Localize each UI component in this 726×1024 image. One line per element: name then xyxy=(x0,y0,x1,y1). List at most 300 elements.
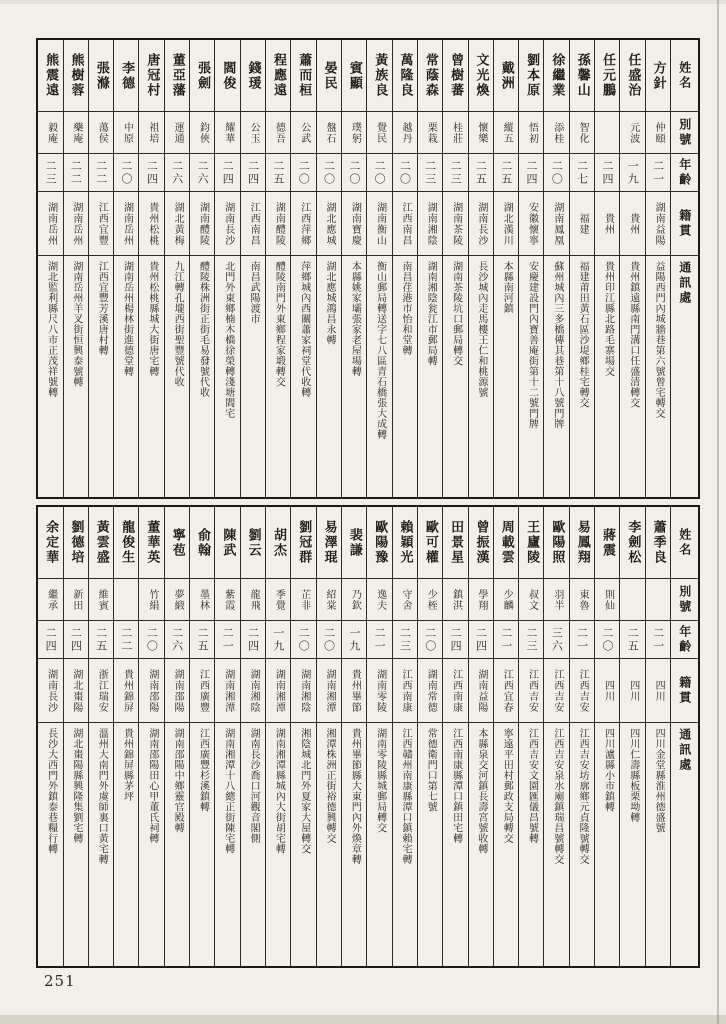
entry-name xyxy=(570,507,594,579)
header-age-label xyxy=(671,621,698,659)
entry-name xyxy=(114,507,138,579)
entry-address-text: 湖北應城鴻昌永轉 xyxy=(324,261,336,345)
entry-alias-text: 夢緞 xyxy=(172,588,184,611)
entry-column xyxy=(189,40,214,497)
entry-alias xyxy=(646,579,670,621)
entry-age xyxy=(241,621,265,659)
entry-column xyxy=(569,507,594,966)
entry-origin xyxy=(64,659,88,723)
entry-name xyxy=(241,507,265,579)
entry-age xyxy=(544,154,568,192)
entry-address xyxy=(646,723,670,966)
entry-name-text: 劉云 xyxy=(245,527,261,558)
entry-age-text: 一九 xyxy=(271,626,285,653)
entry-address xyxy=(494,723,518,966)
entry-age xyxy=(570,154,594,192)
entry-age xyxy=(114,154,138,192)
entry-alias-text: 鎮淇 xyxy=(450,588,462,611)
entry-origin-text: 江西南昌 xyxy=(399,201,411,246)
entry-address xyxy=(190,723,214,966)
header-alias-text: 別號 xyxy=(677,117,692,148)
entry-name-text: 易鳳翔 xyxy=(574,520,590,565)
entry-alias xyxy=(139,579,163,621)
entry-address-text: 衡山郵局轉送字七八區青石橋張大成轉 xyxy=(374,261,386,440)
entry-origin-text: 湖南湘潭 xyxy=(273,668,285,713)
entry-name xyxy=(469,507,493,579)
entry-age xyxy=(646,621,670,659)
entry-age-text: 二二 xyxy=(69,159,83,186)
entry-age-text: 二〇 xyxy=(297,626,311,653)
entry-name xyxy=(393,40,417,112)
entry-name xyxy=(241,40,265,112)
entry-alias xyxy=(64,579,88,621)
entry-origin-text: 江西廣豐 xyxy=(197,668,209,713)
entry-origin-text: 湖南醴陵 xyxy=(197,201,209,246)
entry-origin xyxy=(544,192,568,256)
entry-origin xyxy=(443,192,467,256)
entry-name-text: 胡杰 xyxy=(270,527,286,558)
entry-address-text: 貴州松桃縣城大街唐宅轉 xyxy=(146,261,158,377)
entry-age xyxy=(646,154,670,192)
entry-origin xyxy=(190,192,214,256)
entry-alias xyxy=(620,579,644,621)
entry-age xyxy=(266,154,290,192)
entry-alias xyxy=(418,112,442,154)
entry-address-text: 南昌武陽渡市 xyxy=(248,261,260,324)
entry-origin xyxy=(317,659,341,723)
entry-column xyxy=(468,507,493,966)
entry-origin-text: 湖南衡山 xyxy=(374,201,386,246)
entry-age-text: 二四 xyxy=(600,159,614,186)
entry-address xyxy=(38,723,62,966)
entry-alias xyxy=(64,112,88,154)
entry-name xyxy=(620,507,644,579)
entry-age xyxy=(494,621,518,659)
entry-alias-text: 德吾 xyxy=(273,121,285,144)
entry-alias xyxy=(38,112,62,154)
entry-origin xyxy=(367,192,391,256)
entry-address xyxy=(114,256,138,497)
entry-origin-text: 湖南益陽 xyxy=(475,668,487,713)
entry-alias xyxy=(544,579,568,621)
entry-origin xyxy=(139,659,163,723)
entry-age-text: 二〇 xyxy=(423,626,437,653)
entry-name xyxy=(342,40,366,112)
entry-address-text: 江西吉安泉水廟鎮瑞昌號轉交 xyxy=(551,728,563,865)
entry-column xyxy=(240,507,265,966)
entry-name xyxy=(139,40,163,112)
entry-age-text: 二五 xyxy=(474,159,488,186)
header-origin-text: 籍貫 xyxy=(677,208,692,239)
entry-address xyxy=(64,723,88,966)
entry-column xyxy=(417,40,442,497)
entry-name-text: 歐陽照 xyxy=(549,520,565,565)
entry-alias xyxy=(494,579,518,621)
entry-origin xyxy=(291,192,315,256)
entry-age-text: 二四 xyxy=(69,626,83,653)
entry-alias xyxy=(291,112,315,154)
entry-origin xyxy=(317,192,341,256)
entry-column xyxy=(88,507,113,966)
entry-age xyxy=(620,154,644,192)
entry-alias-text: 竹絹 xyxy=(146,588,158,611)
header-origin-label xyxy=(671,659,698,723)
entry-origin xyxy=(620,659,644,723)
entry-alias xyxy=(266,579,290,621)
entry-origin-text: 四川 xyxy=(653,679,665,702)
entry-column xyxy=(113,507,138,966)
entry-address xyxy=(620,256,644,497)
entry-age xyxy=(469,154,493,192)
entry-age xyxy=(367,621,391,659)
entry-address-text: 四川金堂縣淮州德盛號 xyxy=(653,728,665,833)
entry-column xyxy=(290,40,315,497)
entry-age xyxy=(165,621,189,659)
entry-alias xyxy=(646,112,670,154)
entry-name-text: 余定華 xyxy=(43,520,59,565)
entry-origin xyxy=(646,659,670,723)
entry-age-text: 二一 xyxy=(373,626,387,653)
entry-origin-text: 湖北漢川 xyxy=(501,201,513,246)
entry-age-text: 二〇 xyxy=(398,159,412,186)
entry-address-text: 安慶建設門內寶善庵街第十二號門牌 xyxy=(526,261,538,429)
entry-address-text: 四川瀘縣小市鎮轉 xyxy=(602,728,614,812)
entry-name xyxy=(418,507,442,579)
entry-column xyxy=(341,40,366,497)
entry-age-text: 二〇 xyxy=(600,626,614,653)
entry-age xyxy=(89,621,113,659)
entry-age-text: 二〇 xyxy=(120,159,134,186)
entry-age xyxy=(114,621,138,659)
entry-name xyxy=(469,40,493,112)
entry-alias xyxy=(114,112,138,154)
entry-age-text: 二三 xyxy=(44,159,58,186)
entry-column xyxy=(214,507,239,966)
entry-origin-text: 湖北應城 xyxy=(324,201,336,246)
entry-address xyxy=(519,256,543,497)
directory-table-top xyxy=(36,38,700,499)
entry-origin xyxy=(165,192,189,256)
entry-alias-text: 運通 xyxy=(172,121,184,144)
entry-origin xyxy=(89,659,113,723)
entry-name xyxy=(266,507,290,579)
entry-origin xyxy=(418,659,442,723)
entry-name-text: 熊樹蓉 xyxy=(68,53,84,98)
entry-age xyxy=(342,621,366,659)
entry-name xyxy=(570,40,594,112)
entry-origin xyxy=(38,192,62,256)
entry-origin xyxy=(139,192,163,256)
header-address-text: 通訊處 xyxy=(677,261,692,306)
entry-alias-text: 懷樂 xyxy=(475,121,487,144)
entry-age xyxy=(266,621,290,659)
entry-alias xyxy=(215,112,239,154)
entry-address-text: 湖南長沙喬口河觀音閣側 xyxy=(248,728,260,844)
entry-alias xyxy=(190,112,214,154)
entry-name xyxy=(494,40,518,112)
entry-origin xyxy=(241,659,265,723)
entry-name-text: 李劍松 xyxy=(625,520,641,565)
entry-column xyxy=(164,507,189,966)
entry-alias xyxy=(393,579,417,621)
entry-origin xyxy=(443,659,467,723)
entry-origin-text: 湖南湘潭 xyxy=(222,668,234,713)
entry-address-text: 湖南湘陰瓮江市郵局轉 xyxy=(425,261,437,366)
entry-age-text: 二一 xyxy=(499,626,513,653)
entry-name xyxy=(646,507,670,579)
entry-alias-text: 維賓 xyxy=(96,588,108,611)
entry-alias xyxy=(114,579,138,621)
entry-age-text: 二二 xyxy=(120,626,134,653)
entry-name-text: 董華英 xyxy=(144,520,160,565)
entry-age xyxy=(393,621,417,659)
entry-column xyxy=(619,507,644,966)
entry-origin xyxy=(64,192,88,256)
entry-alias-text: 耀華 xyxy=(222,121,234,144)
entry-column xyxy=(63,40,88,497)
entry-origin-text: 貴州錦屏 xyxy=(121,668,133,713)
entry-origin xyxy=(519,192,543,256)
entry-address-text: 江西吉安坊廓鄉元貞隆號轉交 xyxy=(577,728,589,865)
entry-name xyxy=(89,40,113,112)
entry-alias xyxy=(519,579,543,621)
entry-address-text: 北門外東鄉楠木橋徐榮轉淺塘閻宅 xyxy=(222,261,234,419)
entry-origin-text: 湖南零陵 xyxy=(374,668,386,713)
entry-origin-text: 江西吉安 xyxy=(526,668,538,713)
entry-address-text: 醴陵株洲街正街毛易發號代收 xyxy=(197,261,209,398)
entry-address xyxy=(64,256,88,497)
entry-column xyxy=(493,40,518,497)
entry-alias-text: 乃欽 xyxy=(349,588,361,611)
entry-age xyxy=(342,154,366,192)
entry-age-text: 二四 xyxy=(246,159,260,186)
entry-address xyxy=(620,723,644,966)
entry-origin-text: 江西宜豐 xyxy=(96,201,108,246)
entry-alias-text: 則仙 xyxy=(602,588,614,611)
entry-origin xyxy=(570,659,594,723)
entry-age xyxy=(165,154,189,192)
header-alias-label xyxy=(671,579,698,621)
entry-age xyxy=(190,154,214,192)
entry-address-text: 湖南岳州楊林街進德堂轉 xyxy=(121,261,133,377)
entry-column xyxy=(569,40,594,497)
entry-alias xyxy=(89,112,113,154)
entry-column xyxy=(265,40,290,497)
entry-address xyxy=(443,256,467,497)
entry-origin-text: 江西萍鄉 xyxy=(298,201,310,246)
entry-address xyxy=(469,256,493,497)
entry-age xyxy=(544,621,568,659)
entry-name-text: 歐陽豫 xyxy=(372,520,388,565)
entry-alias xyxy=(38,579,62,621)
entry-name-text: 劉冠群 xyxy=(296,520,312,565)
entry-age xyxy=(291,154,315,192)
entry-column xyxy=(38,40,62,497)
entry-name-text: 錢瑗 xyxy=(245,60,261,91)
entry-origin-text: 湖南湘陰 xyxy=(248,668,260,713)
entry-address-text: 貴州印江縣北路毛寨場交 xyxy=(602,261,614,377)
entry-name-text: 文光煥 xyxy=(473,53,489,98)
entry-column xyxy=(468,40,493,497)
entry-alias xyxy=(519,112,543,154)
entry-address xyxy=(544,256,568,497)
entry-name xyxy=(519,40,543,112)
entry-age-text: 二六 xyxy=(170,159,184,186)
entry-name-text: 蔣震 xyxy=(600,527,616,558)
entry-name-text: 黃雲盛 xyxy=(93,520,109,565)
entry-name xyxy=(544,40,568,112)
entry-name xyxy=(215,40,239,112)
entry-name xyxy=(215,507,239,579)
entry-age-text: 二〇 xyxy=(297,159,311,186)
entry-address xyxy=(367,723,391,966)
entry-name xyxy=(418,40,442,112)
entry-name-text: 王廬陵 xyxy=(524,520,540,565)
entry-alias xyxy=(89,579,113,621)
entry-alias-text: 添桂 xyxy=(551,121,563,144)
entry-alias xyxy=(620,112,644,154)
entry-age-text: 二一 xyxy=(575,626,589,653)
entry-alias-text: 墨林 xyxy=(197,588,209,611)
entry-address-text: 長沙城內走馬樓王仁和桃源號 xyxy=(475,261,487,398)
entry-address xyxy=(114,723,138,966)
entry-name xyxy=(646,40,670,112)
entry-origin xyxy=(114,192,138,256)
entry-address-text: 湘潭株洲正街裕德興轉交 xyxy=(324,728,336,844)
entry-name xyxy=(393,507,417,579)
header-alias-label xyxy=(671,112,698,154)
header-origin-label xyxy=(671,192,698,256)
entry-address-text: 貴州鎮遠縣南門溝口任盛清轉交 xyxy=(627,261,639,408)
entry-name-text: 戴洲 xyxy=(498,60,514,91)
entry-alias xyxy=(342,579,366,621)
entry-name xyxy=(544,507,568,579)
entry-name xyxy=(165,40,189,112)
entry-age xyxy=(64,154,88,192)
entry-origin-text: 湖南鳳凰 xyxy=(551,201,563,246)
entry-age xyxy=(38,154,62,192)
entry-address xyxy=(342,256,366,497)
entry-name-text: 周載雲 xyxy=(498,520,514,565)
entry-age-text: 二一 xyxy=(651,626,665,653)
entry-alias xyxy=(367,579,391,621)
entry-address-text: 江西吉安文園匯儀昌號轉 xyxy=(526,728,538,844)
entry-origin xyxy=(519,659,543,723)
entry-age-text: 二六 xyxy=(195,159,209,186)
entry-column xyxy=(594,40,619,497)
entry-address xyxy=(291,256,315,497)
entry-alias xyxy=(393,112,417,154)
entry-name xyxy=(89,507,113,579)
header-name-text: 姓名 xyxy=(677,60,692,91)
header-address-label xyxy=(671,723,698,966)
entry-name xyxy=(291,40,315,112)
entry-age-text: 二五 xyxy=(94,626,108,653)
directory-table-bottom xyxy=(36,505,700,968)
entry-origin xyxy=(89,192,113,256)
entry-name-text: 劉德培 xyxy=(68,520,84,565)
entry-address-text: 常德衛門口第七號 xyxy=(425,728,437,812)
entry-address xyxy=(595,256,619,497)
entry-name xyxy=(317,507,341,579)
entry-alias-text: 藥庵 xyxy=(70,121,82,144)
entry-age-text: 二五 xyxy=(499,159,513,186)
entry-column xyxy=(392,40,417,497)
entry-name xyxy=(64,40,88,112)
entry-address xyxy=(38,256,62,497)
entry-alias-text: 盤石 xyxy=(324,121,336,144)
entry-name-text: 熊震遠 xyxy=(43,53,59,98)
entry-address xyxy=(89,256,113,497)
entry-address xyxy=(544,723,568,966)
entry-column xyxy=(189,507,214,966)
entry-origin xyxy=(342,192,366,256)
header-alias-text: 別號 xyxy=(677,584,692,615)
entry-name-text: 陳武 xyxy=(220,527,236,558)
entry-origin-text: 江西南康 xyxy=(450,668,462,713)
entry-alias xyxy=(317,579,341,621)
entry-alias xyxy=(342,112,366,154)
entry-origin-text: 湖南長沙 xyxy=(222,201,234,246)
entry-name-text: 任元鵬 xyxy=(600,53,616,98)
entry-origin xyxy=(215,659,239,723)
entry-name xyxy=(367,40,391,112)
entry-alias xyxy=(469,112,493,154)
entry-column xyxy=(417,507,442,966)
entry-name xyxy=(595,40,619,112)
entry-origin-text: 貴州 xyxy=(602,212,614,235)
entry-column xyxy=(518,507,543,966)
entry-name-text: 賴穎光 xyxy=(397,520,413,565)
entry-address-text: 湖南邵陽中鄉靈官殿轉 xyxy=(172,728,184,833)
entry-age-text: 二四 xyxy=(44,626,58,653)
entry-origin xyxy=(291,659,315,723)
entry-origin-text: 湖北黃梅 xyxy=(172,201,184,246)
entry-age xyxy=(595,621,619,659)
entry-address-text: 本縣泉交河鎮長壽宮號收轉 xyxy=(475,728,487,854)
entry-name xyxy=(291,507,315,579)
entry-address xyxy=(393,723,417,966)
entry-alias xyxy=(469,579,493,621)
entry-address xyxy=(291,723,315,966)
entry-name xyxy=(165,507,189,579)
entry-name-text: 李德 xyxy=(119,60,135,91)
entry-address-text: 長沙大西門外鎮泰巷糧行轉 xyxy=(45,728,57,854)
entry-origin xyxy=(418,192,442,256)
entry-alias-text: 蕩侯 xyxy=(96,121,108,144)
entry-age xyxy=(291,621,315,659)
entry-address xyxy=(570,723,594,966)
entry-alias-text: 東魯 xyxy=(577,588,589,611)
entry-name xyxy=(38,40,62,112)
entry-alias xyxy=(494,112,518,154)
entry-origin-text: 貴州 xyxy=(627,212,639,235)
entry-address xyxy=(317,723,341,966)
entry-alias-text: 少桎 xyxy=(425,588,437,611)
entry-age-text: 二四 xyxy=(221,159,235,186)
entry-origin-text: 湖南茶陵 xyxy=(450,201,462,246)
entry-age-text: 二四 xyxy=(474,626,488,653)
entry-age xyxy=(139,621,163,659)
entry-alias-text: 芷非 xyxy=(298,588,310,611)
header-name-label xyxy=(671,507,698,579)
entry-name xyxy=(595,507,619,579)
entry-address-text: 湖南湘潭縣城內大街胡宅轉 xyxy=(273,728,285,854)
entry-alias xyxy=(443,579,467,621)
entry-name-text: 蕭季良 xyxy=(650,520,666,565)
entry-origin-text: 四川 xyxy=(627,679,639,702)
entry-age-text: 二二 xyxy=(94,159,108,186)
